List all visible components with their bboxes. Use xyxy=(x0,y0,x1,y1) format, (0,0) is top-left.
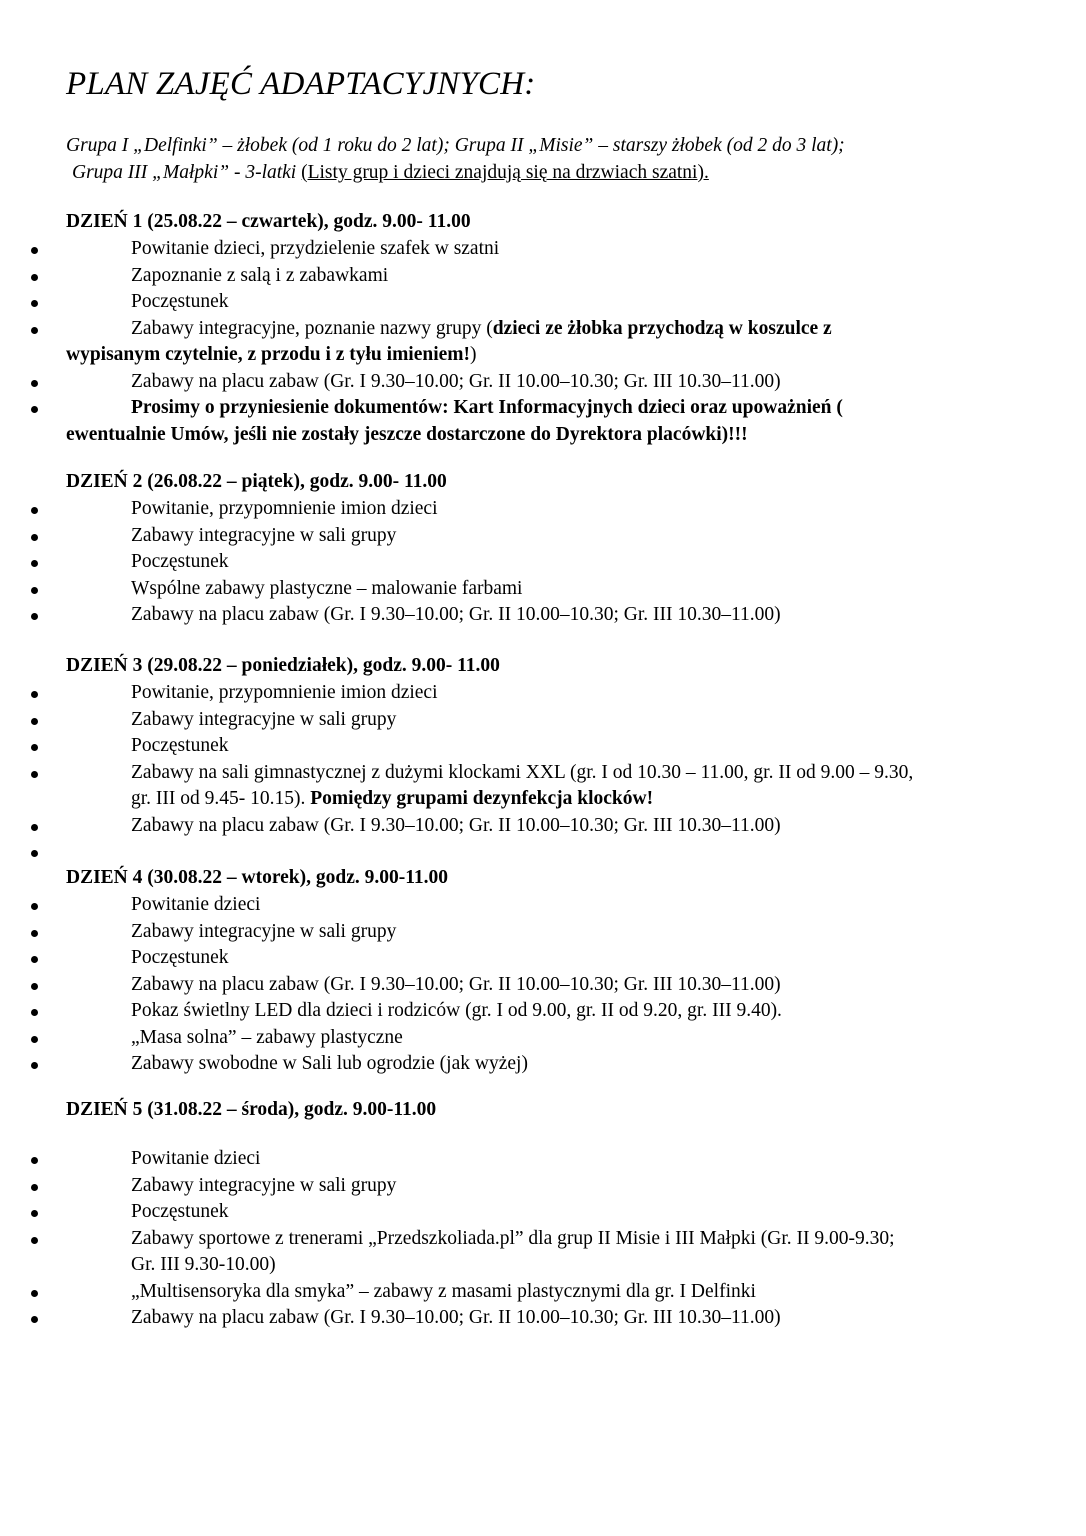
bullet-icon xyxy=(31,406,38,413)
bullet-icon xyxy=(31,274,38,281)
bullet-icon xyxy=(31,1316,38,1323)
list-item xyxy=(0,289,1086,316)
list-item-text: Poczęstunek xyxy=(131,735,229,756)
bullet-icon xyxy=(31,1036,38,1043)
list-item xyxy=(0,1025,1086,1052)
list-item xyxy=(0,316,1086,369)
list-item xyxy=(0,549,1086,576)
list-item xyxy=(0,496,1086,523)
list-item-continuation xyxy=(0,422,1086,449)
bullet-icon xyxy=(31,560,38,567)
bullet-icon xyxy=(31,247,38,254)
day-1-list xyxy=(0,236,1086,448)
item-text-bold: ewentualnie Umów, jeśli nie zostały jeszcze dostarczone do Dyrektora placówki)!!! xyxy=(66,423,748,445)
bullet-icon xyxy=(31,691,38,698)
bullet-icon xyxy=(31,1062,38,1069)
group-3-label: Grupa III „Małpki” - 3-latki xyxy=(72,162,297,183)
list-item xyxy=(0,919,1086,946)
list-item xyxy=(0,236,1086,263)
page-title: PLAN ZAJĘĆ ADAPTACYJNYCH: xyxy=(66,66,536,102)
day-3-heading: DZIEŃ 3 (29.08.22 – poniedziałek), godz. 9.00- 11.00 xyxy=(66,655,500,676)
list-item xyxy=(0,263,1086,290)
bullet-icon xyxy=(31,327,38,334)
list-item-text: Zabawy integracyjne w sali grupy xyxy=(131,920,397,942)
list-item xyxy=(0,1305,1086,1332)
list-item-text: Zabawy na placu zabaw (Gr. I 9.30–10.00; Gr. II 10.00–10.30; Gr. III 10.30–11.00) xyxy=(131,973,781,995)
list-item xyxy=(0,1051,1086,1078)
list-item xyxy=(0,369,1086,396)
list-item-text: Zabawy integracyjne w sali grupy xyxy=(131,1174,397,1196)
list-item-text: Zabawy na placu zabaw (Gr. I 9.30–10.00; Gr. II 10.00–10.30; Gr. III 10.30–11.00) xyxy=(131,814,781,836)
list-item xyxy=(0,998,1086,1025)
bullet-icon xyxy=(31,1009,38,1016)
list-item xyxy=(0,892,1086,919)
item-text-bold: dzieci ze żłobka przychodzą w koszulce z xyxy=(492,317,832,339)
bullet-icon xyxy=(31,507,38,514)
item-text-bold: wypisanym czytelnie, z przodu i z tyłu imieniem! xyxy=(66,344,471,365)
list-item xyxy=(0,1199,1086,1226)
bullet-icon xyxy=(31,956,38,963)
day-5-heading: DZIEŃ 5 (31.08.22 – środa), godz. 9.00-11.00 xyxy=(66,1099,437,1120)
bullet-icon xyxy=(31,824,38,831)
bullet-icon xyxy=(31,903,38,910)
list-item-text: Zabawy swobodne w Sali lub ogrodzie (jak wyżej) xyxy=(131,1053,528,1074)
list-item-text: Zabawy na placu zabaw (Gr. I 9.30–10.00; Gr. II 10.00–10.30; Gr. III 10.30–11.00) xyxy=(131,370,781,392)
list-item-text: Powitanie dzieci xyxy=(131,894,261,915)
list-item-text: Pokaz świetlny LED dla dzieci i rodziców (gr. I od 9.00, gr. II od 9.20, gr. III 9.40). xyxy=(131,1000,782,1021)
list-item xyxy=(0,576,1086,603)
list-item-text: Zabawy integracyjne w sali grupy xyxy=(131,708,397,730)
groups-intro xyxy=(66,132,1026,186)
list-item xyxy=(0,813,1086,840)
list-item-text: Zapoznanie z salą i z zabawkami xyxy=(131,264,389,286)
list-item xyxy=(0,1173,1086,1200)
list-item xyxy=(0,602,1086,629)
item-text-normal: Zabawy integracyjne, poznanie nazwy grupy ( xyxy=(131,317,493,339)
groups-lists-note: (Listy grup i dzieci znajdują się na drzwiach szatni). xyxy=(301,162,709,183)
list-item-text: Wspólne zabawy plastyczne – malowanie farbami xyxy=(131,577,523,599)
bullet-icon xyxy=(31,718,38,725)
item-text-bold: Prosimy o przyniesienie dokumentów: Kart Informacyjnych dzieci oraz upoważnień ( xyxy=(131,397,843,418)
bullet-icon xyxy=(31,1184,38,1191)
bullet-icon xyxy=(31,1237,38,1244)
bullet-icon xyxy=(31,1157,38,1164)
list-item xyxy=(0,945,1086,972)
bullet-icon xyxy=(31,1290,38,1297)
day-5-list xyxy=(0,1146,1086,1332)
item-text-normal: ) xyxy=(470,344,477,365)
list-item-continuation xyxy=(0,786,1086,813)
day-4-list xyxy=(0,892,1086,1078)
list-item xyxy=(0,1146,1086,1173)
list-item-text: Zabawy na placu zabaw (Gr. I 9.30–10.00; Gr. II 10.00–10.30; Gr. III 10.30–11.00) xyxy=(131,1307,781,1328)
list-item xyxy=(0,707,1086,734)
list-item xyxy=(0,972,1086,999)
list-item-text: „Masa solna” – zabawy plastyczne xyxy=(131,1026,403,1048)
list-item-text: Zabawy na placu zabaw (Gr. I 9.30–10.00; Gr. II 10.00–10.30; Gr. III 10.30–11.00) xyxy=(131,604,781,625)
list-item-text: Zabawy sportowe z trenerami „Przedszkoliada.pl” dla grup II Misie i III Małpki (Gr. II 9.00-9.30; xyxy=(131,1227,895,1249)
list-item xyxy=(0,395,1086,448)
day-4-heading: DZIEŃ 4 (30.08.22 – wtorek), godz. 9.00-11.00 xyxy=(66,867,449,888)
list-item xyxy=(0,733,1086,760)
bullet-icon xyxy=(31,771,38,778)
bullet-icon xyxy=(31,534,38,541)
bullet-icon xyxy=(31,300,38,307)
list-item-empty xyxy=(0,839,1086,866)
list-item-text: Poczęstunek xyxy=(131,291,229,312)
bullet-icon xyxy=(31,983,38,990)
day-1-heading: DZIEŃ 1 (25.08.22 – czwartek), godz. 9.00- 11.00 xyxy=(66,211,471,232)
list-item-text: Powitanie, przypomnienie imion dzieci xyxy=(131,498,438,519)
list-item-text: Poczęstunek xyxy=(131,1201,229,1222)
list-item xyxy=(0,760,1086,813)
day-3-list xyxy=(0,680,1086,866)
groups-line-1: Grupa I „Delfinki” – żłobek (od 1 roku do 2 lat); Grupa II „Misie” – starszy żłobek (od 2 do 3 lat); xyxy=(66,135,845,156)
item-text-bold: Pomiędzy grupami dezynfekcja klocków! xyxy=(310,788,654,809)
bullet-icon xyxy=(31,1210,38,1217)
list-item xyxy=(0,1279,1086,1306)
bullet-icon xyxy=(31,930,38,937)
bullet-icon xyxy=(31,613,38,620)
bullet-icon xyxy=(31,587,38,594)
list-item-text xyxy=(0,395,1086,422)
list-item-text: Powitanie dzieci, przydzielenie szafek w szatni xyxy=(131,238,500,259)
day-2-heading: DZIEŃ 2 (26.08.22 – piątek), godz. 9.00- 11.00 xyxy=(66,471,447,492)
list-item-text: Zabawy na sali gimnastycznej z dużymi klockami XXL (gr. I od 10.30 – 11.00, gr. II od 9.00 – 9.30, xyxy=(131,761,914,783)
list-item-text: „Multisensoryka dla smyka” – zabawy z masami plastycznymi dla gr. I Delfinki xyxy=(131,1280,756,1302)
list-item-text xyxy=(0,839,1086,866)
list-item-continuation xyxy=(0,342,1086,369)
list-item-text: Powitanie, przypomnienie imion dzieci xyxy=(131,682,438,703)
list-item xyxy=(0,680,1086,707)
bullet-icon xyxy=(31,380,38,387)
list-item xyxy=(0,523,1086,550)
groups-line-2 xyxy=(66,159,1026,186)
day-2-list xyxy=(0,496,1086,629)
item-text-normal: gr. III od 9.45- 10.15). xyxy=(131,788,311,809)
bullet-icon xyxy=(31,850,38,857)
list-item-text: Poczęstunek xyxy=(131,947,229,968)
list-item-text: Powitanie dzieci xyxy=(131,1148,261,1169)
bullet-icon xyxy=(31,744,38,751)
list-item-continuation: Gr. III 9.30-10.00) xyxy=(131,1254,276,1275)
list-item-text xyxy=(0,316,1086,343)
list-item xyxy=(0,1226,1086,1279)
list-item-text: Zabawy integracyjne w sali grupy xyxy=(131,524,397,546)
list-item-text: Poczęstunek xyxy=(131,551,229,572)
